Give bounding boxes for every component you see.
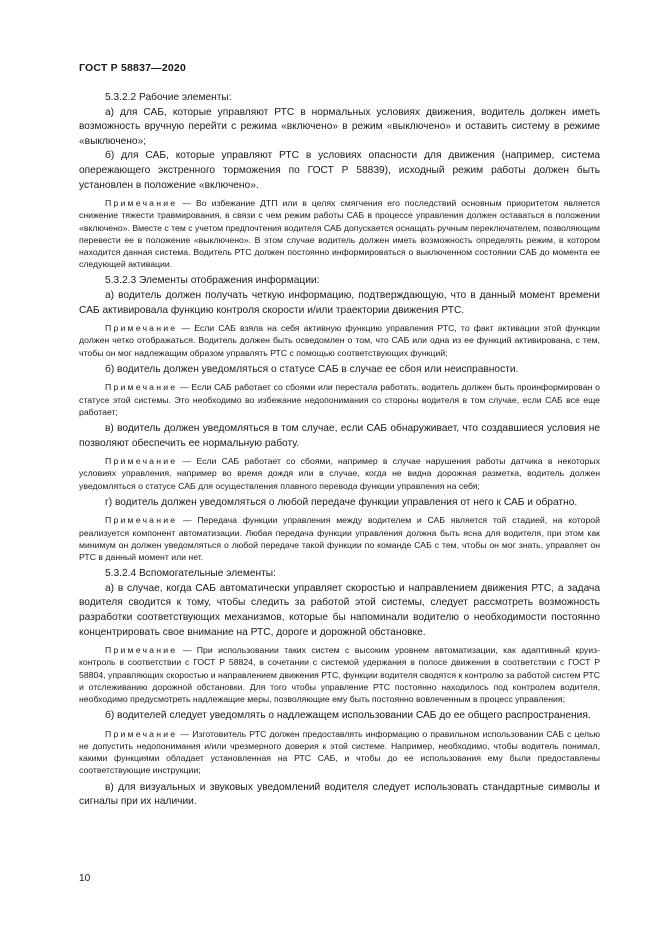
note [79,514,600,563]
paragraph: 5.3.2.4 Вспомогательные элементы: [105,568,276,580]
note-text: — Изготовитель РТС должен предоставлять информацию о правильном использовании САБ с целью не допустить недопонимания и/или чрезмерного доверия к этой системе. Например, необходимо, чтобы водитель понимал, какими функциями обладает установленная на РТС САБ, и чтобы до ее использования ему были предоставлены соответствующие инструкции; [79,728,600,776]
note [79,455,600,492]
note-label: Примечание [105,323,178,334]
note-label: Примечание [105,456,178,467]
paragraph: а) водитель должен получать четкую информацию, подтверждающую, что в данный момент времени САБ активировала функцию контроля скорости и/или траектории движения РТС. [79,289,600,316]
note-label: Примечание [105,645,178,656]
note [79,197,600,270]
note [79,322,600,359]
paragraph: в) водитель должен уведомляться в том случае, если САБ обнаруживает, что создавшиеся условия не позволяют обеспечить ее нормальную работу. [79,422,600,449]
note [79,644,600,705]
note-text: — Если САБ работает со сбоями или перестала работать, водитель должен быть проинформирован о статусе этой системы. Это необходимо во избежание недопонимания со стороны водителя в том случае, если САБ все еще работает; [79,382,600,417]
paragraph: г) водитель должен уведомляться о любой передаче функции управления от него к САБ и обратно. [105,496,578,508]
note-label: Примечание [105,198,178,209]
paragraph: а) для САБ, которые управляют РТС в нормальных условиях движения, водитель должен иметь возможность вручную перейти с режима «включено» в режим «выключено» и оставить систему в режиме «выключено»; [79,106,600,147]
paragraph: б) для САБ, которые управляют РТС в условиях опасности для движения (например, система опережающего экстренного торможения по ГОСТ Р 58839), исходный режим работы должен быть установлен в положение «включено». [79,150,600,191]
note-label: Примечание [105,728,178,739]
paragraph: б) водитель должен уведомляться о статусе САБ в случае ее сбоя или неисправности. [105,363,519,375]
note-label: Примечание [105,382,178,393]
page-number: 10 [79,873,91,884]
note-text: — Во избежание ДТП или в целях смягчения его последствий основным приоритетом является снижение тяжести травмирования, в связи с чем режим работы САБ в процессе управления должен оставаться в положении «включено». Вместе с тем с учетом предпочтения водителя САБ допускается оснащать ручным переключателем, позволяющим перевести ее в положение «выключено». В этом случае водитель должен иметь возможность определять режим, в котором находится данная система. Водитель РТС должен постоянно информироваться о выключенном состоянии САБ до момента ее следующей активации. [79,198,600,270]
paragraph: б) водителей следует уведомлять о надлежащем использовании САБ до ее общего распространения. [105,710,591,722]
document-header: ГОСТ Р 58837—2020 [79,62,187,74]
note-text: — При использовании таких систем с высоким уровнем автоматизации, как адаптивный круиз-контроль в соответствии с ГОСТ Р 58824, в сочетании с системой удержания в полосе движения в соответствии с ГОСТ Р 58804, управляющих скоростью и направлением движения РТС, функции водителя сводятся к контролю за работой систем РТС и отслеживанию дорожной обстановки. Для того чтобы управление РТС постоянно находилось под контролем водителя, необходимо предусмотреть надлежащие меры, позволяющие ему быть постоянно вовлеченным в процесс управления; [79,645,600,704]
note-text: — Передача функции управления между водителем и САБ является той стадией, на которой реализуется компонент автоматизации. Любая передача функции управления должна быть ясна для водителя, при этом как минимум он должен уведомляться о любой передаче такой функции по команде САБ с тем, чтобы он мог знать, управляет он РТС в данный момент или нет. [79,515,600,562]
note [79,381,600,418]
note-text: — Если САБ работает со сбоями, например в случае нарушения работы датчика в некоторых условиях управления, например во время дождя или в случае, когда не видна дорожная разметка, водитель должен уведомляться о статусе САБ для осуществления плавного перевода функции управления на себя; [79,456,600,491]
paragraph: 5.3.2.2 Рабочие элементы: [105,92,232,103]
note-label: Примечание [105,515,178,526]
paragraph: в) для визуальных и звуковых уведомлений водителя следует использовать стандартные символы и сигналы при их наличии. [79,781,600,808]
document-body [79,91,600,810]
note-text: — Если САБ взяла на себя активную функцию управления РТС, то факт активации этой функции должен четко отображаться. Водитель должен быть осведомлен о том, что САБ или одна из ее функций активирована, с тем, чтобы он мог надлежащим образом управлять РТС с помощью соответствующих функций; [79,323,600,358]
paragraph: 5.3.2.3 Элементы отображения информации: [105,275,320,287]
paragraph: а) в случае, когда САБ автоматически управляет скоростью и направлением движения РТС, а задача водителя сводится к тому, чтобы следить за работой этой системы, следует рассмотреть возможность разработки соответствующих механизмов, которые бы напоминали водителю о необходимости постоянно концентрировать свое внимание на РТС, дороге и дорожной обстановке. [79,582,600,638]
note [79,728,600,777]
